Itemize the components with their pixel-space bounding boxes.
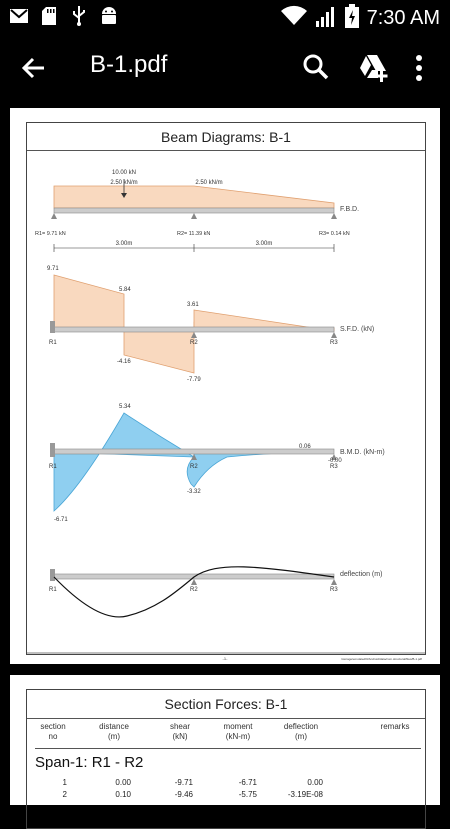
usb-icon	[70, 7, 88, 25]
bmd-r1: R1	[49, 464, 57, 470]
app-bar	[0, 33, 450, 103]
bmd-value-5: -0.00	[328, 458, 342, 464]
fbd-label: F.B.D.	[340, 206, 360, 213]
title-divider	[27, 718, 425, 719]
header-divider	[35, 748, 421, 749]
sfd-value-3: -4.16	[117, 359, 131, 365]
sfd-label: S.F.D. (kN)	[340, 326, 375, 333]
sfd-area-2	[124, 328, 194, 373]
bmd-area-1	[54, 413, 194, 511]
row-deflection: 0.00	[307, 778, 323, 787]
row-distance: 0.00	[115, 778, 131, 787]
bmd-value-4: 0.06	[299, 444, 311, 450]
deflection-r3: R3	[330, 587, 338, 593]
sfd-r1: R1	[49, 340, 57, 346]
page-title: Beam Diagrams: B-1	[161, 129, 291, 145]
bmd-value-2: -6.71	[54, 517, 68, 523]
bmd-beam	[54, 449, 334, 454]
r3-reaction: R3= 0.14 kN	[319, 231, 350, 237]
footer-path: /storage/emulated/0/Android/data/com.structural/files/B-1.pdf	[341, 657, 422, 661]
footer-page: -1-	[222, 656, 228, 661]
udl-area	[54, 186, 334, 208]
deflection-label: deflection (m)	[340, 571, 383, 578]
page-frame	[26, 122, 426, 661]
search-icon[interactable]	[302, 53, 330, 81]
header-shear: shear (kN)	[169, 722, 190, 741]
sfd-support-r1	[50, 321, 55, 333]
clock: 7:30 AM	[366, 7, 440, 29]
deflection-support-r1	[50, 569, 55, 581]
back-arrow-icon[interactable]	[20, 54, 48, 82]
row-distance: 0.10	[115, 790, 131, 799]
page-frame	[26, 689, 426, 829]
sfd-diagram	[47, 266, 374, 383]
span2-dim: 3.00m	[255, 241, 273, 247]
bmd-value-3: -3.32	[187, 489, 201, 495]
deflection-diagram	[49, 567, 382, 617]
row-shear: -9.71	[174, 778, 193, 787]
status-bar	[0, 0, 450, 33]
fbd-diagram	[35, 170, 359, 252]
row-moment: -5.75	[238, 790, 257, 799]
bmd-label: B.M.D. (kN-m)	[340, 449, 385, 456]
bmd-support-r1	[50, 443, 55, 457]
sfd-beam	[54, 327, 334, 332]
sfd-r2: R2	[190, 340, 198, 346]
page-title: Section Forces: B-1	[164, 696, 288, 712]
pdf-page-1[interactable]	[10, 108, 440, 664]
r2-reaction: R2= 11.39 kN	[177, 231, 211, 237]
header-section: section no	[40, 722, 66, 741]
pdf-page-2[interactable]	[10, 675, 440, 805]
header-remarks: remarks	[380, 722, 410, 731]
sfd-value-5: -7.79	[187, 377, 201, 383]
span1-dim: 3.00m	[115, 241, 133, 247]
fbd-beam	[54, 208, 334, 213]
header-distance: distance (m)	[99, 722, 129, 741]
sfd-value-2: 5.84	[119, 287, 131, 293]
udl-right-label: 2.50 kN/m	[195, 180, 223, 186]
bmd-area-2	[187, 452, 334, 487]
header-moment: moment (kN-m)	[223, 722, 253, 741]
row-no: 2	[62, 790, 67, 799]
r1-reaction: R1= 9.71 kN	[35, 231, 66, 237]
battery-icon	[345, 4, 359, 33]
udl-left-label: 2.50 kN/m	[110, 180, 138, 186]
row-no: 1	[62, 778, 67, 787]
mail-icon	[10, 7, 28, 25]
span-heading: Span-1: R1 - R2	[35, 754, 144, 771]
signal-icon	[315, 5, 337, 32]
sfd-area-1	[54, 275, 124, 328]
deflection-support-r3	[331, 579, 337, 585]
row-moment: -6.71	[238, 778, 257, 787]
sfd-r3: R3	[330, 340, 338, 346]
document-title: B-1.pdf	[90, 51, 168, 78]
row-shear: -9.46	[174, 790, 193, 799]
header-deflection: deflection (m)	[283, 722, 319, 741]
fbd-support-r2	[191, 213, 197, 219]
sfd-value-4: 3.61	[187, 302, 199, 308]
sfd-support-r3	[331, 332, 337, 338]
beam-diagrams	[27, 151, 425, 661]
bmd-diagram	[49, 404, 385, 523]
wifi-icon	[281, 6, 307, 31]
deflection-r1: R1	[49, 587, 57, 593]
sdcard-icon	[40, 7, 58, 25]
point-load-label: 10.00 kN	[111, 170, 137, 176]
bmd-value-1: 5.34	[119, 404, 131, 410]
row-deflection: -3.19E-08	[287, 790, 323, 799]
more-vert-icon[interactable]	[412, 53, 426, 83]
android-icon	[100, 7, 118, 25]
sfd-value-1: 9.71	[47, 266, 59, 272]
drive-add-icon[interactable]	[358, 53, 390, 83]
deflection-support-r2	[191, 579, 197, 585]
bmd-r2: R2	[190, 464, 198, 470]
fbd-support-r1	[51, 213, 57, 219]
bmd-r3: R3	[330, 464, 338, 470]
deflection-r2: R2	[190, 587, 198, 593]
fbd-support-r3	[331, 213, 337, 219]
